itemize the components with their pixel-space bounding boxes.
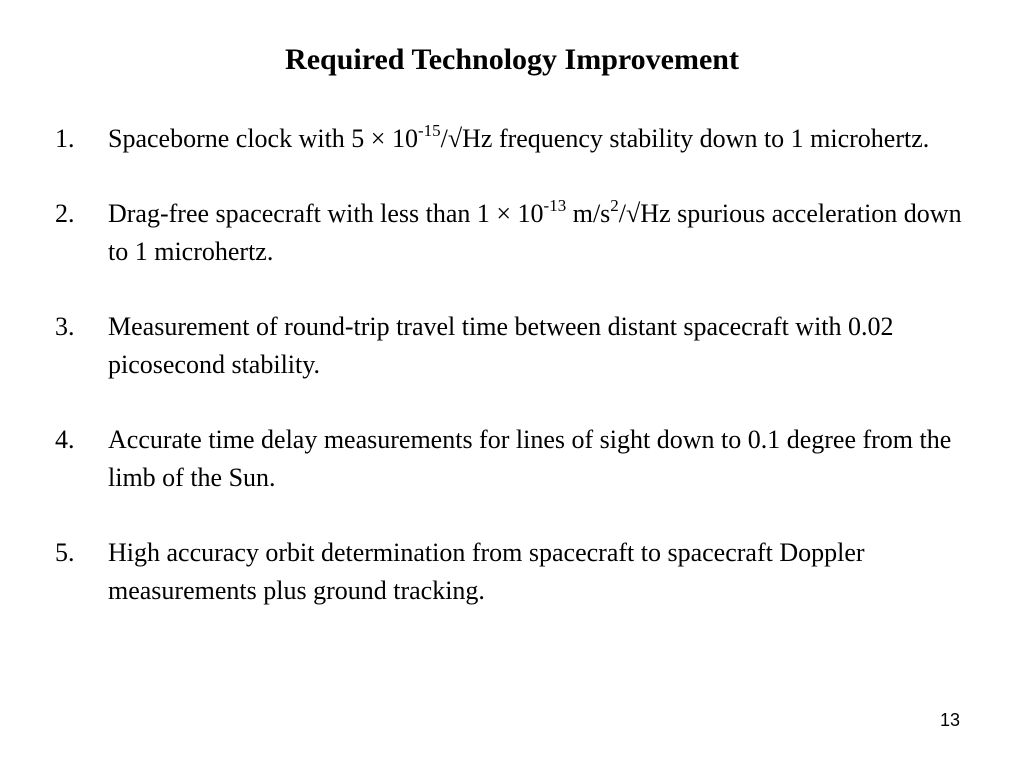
item-number: 4. <box>55 425 75 454</box>
requirements-list <box>55 120 965 647</box>
item-text: High accuracy orbit determination from spacecraft to spacecraft Doppler measurements plus ground tracking. <box>108 538 865 605</box>
item-text: Spaceborne clock with $5 \times 10^{-15}/√Hz$ frequency stability down to 1 microhertz. <box>108 121 930 153</box>
list-item <box>55 421 965 497</box>
item-number: 5. <box>55 538 75 567</box>
item-number: 2. <box>55 199 75 228</box>
exponent: -13 <box>543 196 567 215</box>
item-text: Drag-free spacecraft with less than $1 \times 10^{-13}$ $m/s^2/√Hz$ spurious acceleration down to 1 microhertz. <box>108 196 962 266</box>
exponent: 2 <box>610 196 619 215</box>
item-number: 1. <box>55 124 75 153</box>
list-item <box>55 534 965 610</box>
item-text: Measurement of round-trip travel time between distant spacecraft with 0.02 picosecond stability. <box>108 312 894 379</box>
list-item <box>55 195 965 271</box>
item-number: 3. <box>55 312 75 341</box>
page-number: 13 <box>940 710 961 730</box>
exponent: -15 <box>417 121 441 140</box>
item-text: Accurate time delay measurements for lines of sight down to 0.1 degree from the limb of the Sun. <box>108 425 952 492</box>
list-item <box>55 120 965 158</box>
list-item <box>55 308 965 384</box>
slide-title: Required Technology Improvement <box>285 43 739 76</box>
